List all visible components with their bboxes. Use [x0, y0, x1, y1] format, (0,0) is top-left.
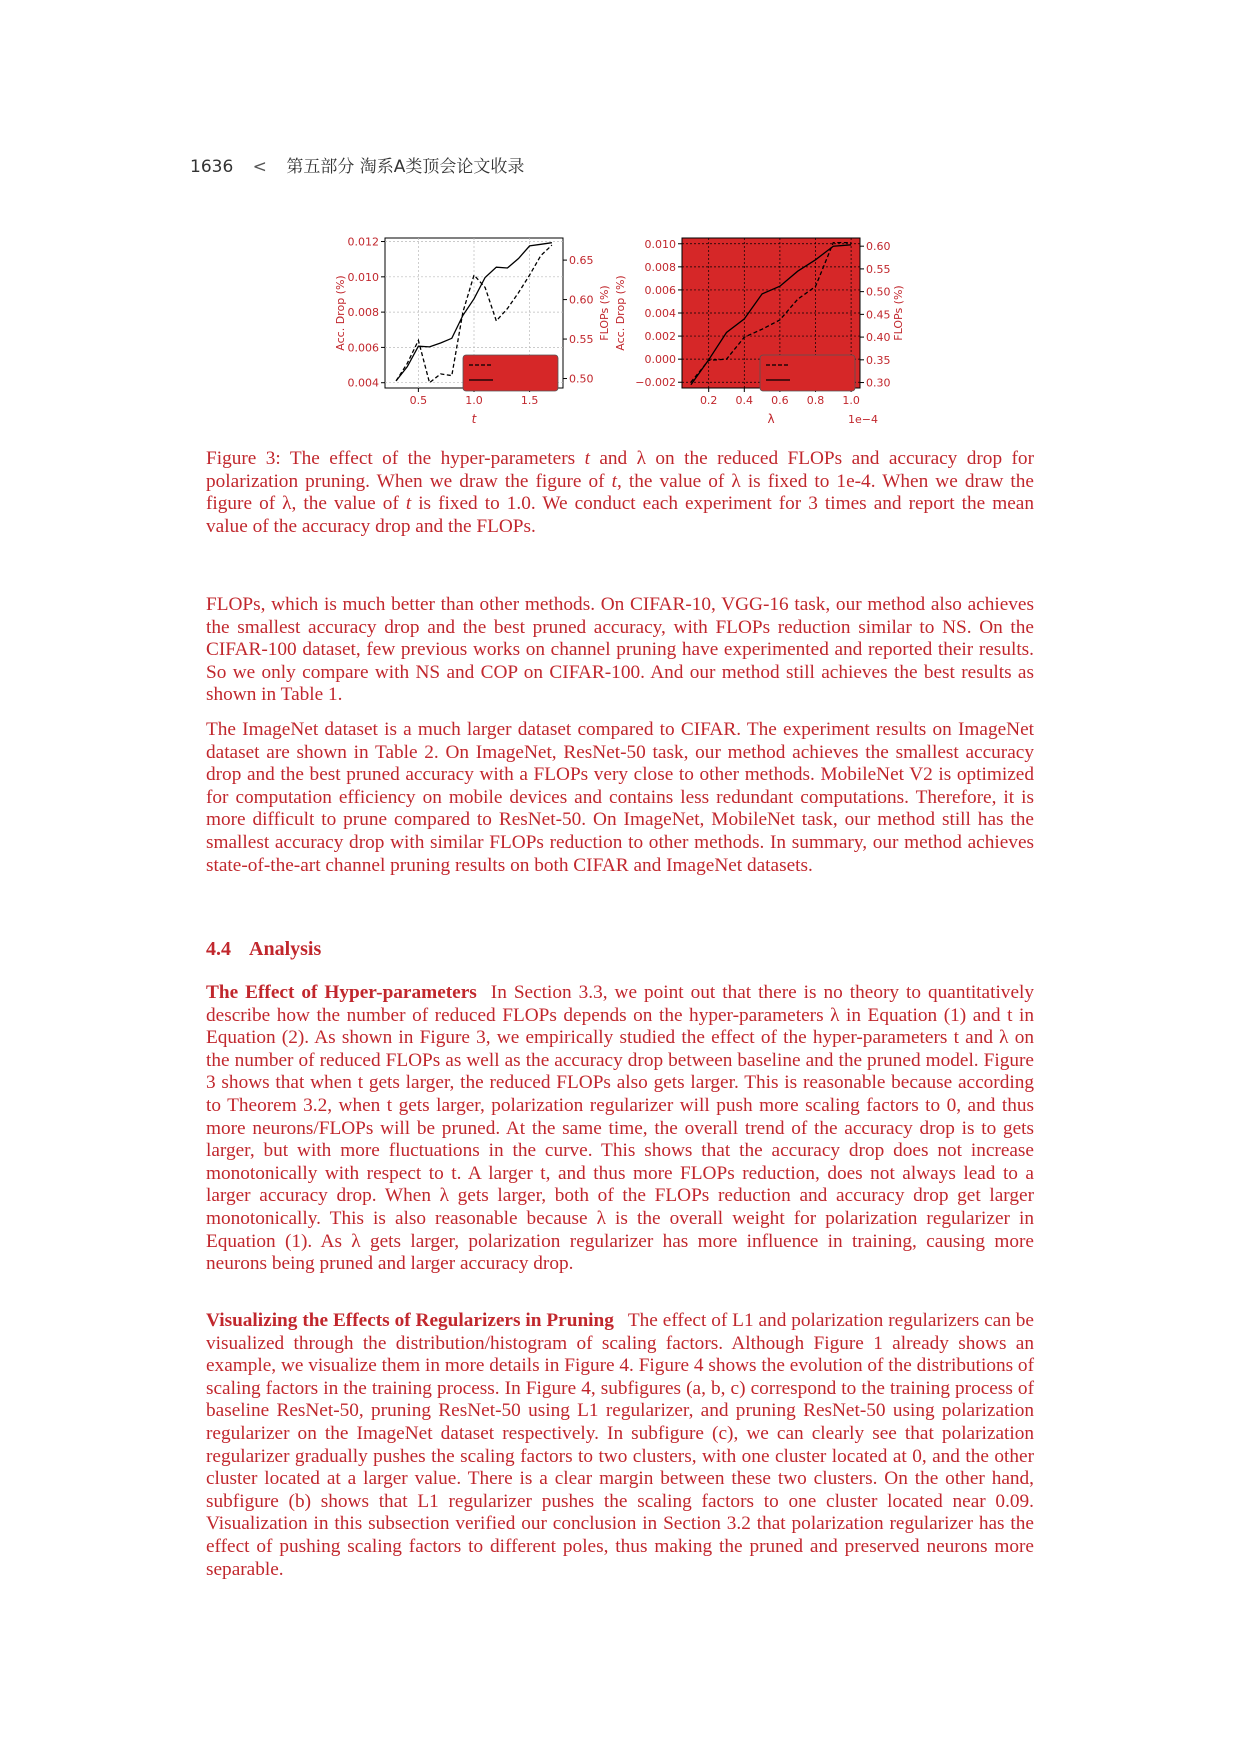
y-axis-label-right: FLOPs (%)	[892, 285, 905, 341]
y-left-tick-label: −0.002	[635, 376, 676, 390]
caption-symbol-t: t	[584, 448, 590, 469]
runin-heading: Visualizing the Effects of Regularizers in Pruning	[206, 1310, 614, 1331]
x-axis-offset: 1e−4	[848, 413, 878, 426]
x-tick-label: 0.5	[409, 394, 428, 407]
caption-symbol-lambda: λ	[282, 493, 292, 515]
y-left-tick-label: 0.002	[644, 330, 676, 344]
caption-symbol-lambda: λ	[731, 470, 741, 492]
caption-suffix: is fixed to 1.0. We conduct each experiment for 3 times and report the mean value of the accuracy drop and the FLOPs.	[206, 493, 1034, 537]
paragraph-results-cifar	[206, 594, 1034, 707]
caption-text: is fixed to 1e-4. When we draw the figure of	[206, 470, 1034, 515]
y-left-tick-label: 0.008	[644, 260, 676, 274]
page-header	[190, 152, 524, 177]
y-left-tick-label: 0.008	[347, 306, 379, 320]
y-left-tick-label: 0.004	[347, 376, 379, 390]
paragraph-text: The effect of L1 and polarization regularizers can be visualized through the distribution/histogram of scaling factors. Although Figure 1 already shows an example, we visualize them in more details in Figure 4. Figure 4 shows the evolution of the distributions of scaling factors in the training process. In Figure 4, subfigures (a, b, c) correspond to the training process of baseline ResNet-50, pruning ResNet-50 using L1 regularizer, and pruning ResNet-50 using polarization regularizer on the ImageNet dataset respectively. In subfigure (c), we can clearly see that polarization regularizer gradually pushes the scaling factors to two clusters, with one cluster located at 0, and the other cluster located at a larger value. There is a clear margin between these two clusters. On the other hand, subfigure (b) shows that L1 regularizer pushes the scaling factors to one cluster located near 0.09. Visualization in this subsection verified our conclusion in Section 3.2 that polarization regularizer has the effect of pushing scaling factors to different poles, thus making the pruned and preserved neurons more separable.	[206, 1310, 1034, 1580]
legend	[463, 355, 558, 391]
caption-text: , the value of	[291, 493, 406, 515]
y-left-tick-label: 0.010	[347, 270, 379, 284]
section-number: 4.4	[206, 938, 231, 960]
caption-symbol-lambda: λ	[636, 448, 646, 469]
paragraph-text: In Section 3.3, we point out that there is no theory to quantitatively describe how the number of reduced FLOPs depends on the hyper-parameters λ in Equation (1) and t in Equation (2). As shown in Figure 3, we empirically studied the effect of the hyper-parameters t and λ on the number of reduced FLOPs as well as the accuracy drop between baseline and the pruned model. Figure 3 shows that when t gets larger, the reduced FLOPs also gets larger. This is reasonable because according to Theorem 3.2, when t gets larger, polarization regularizer will push more scaling factors to 0, and thus more neurons/FLOPs will be pruned. At the same time, the overall trend of the accuracy drop is to gets larger, but with more fluctuations in the curve. This shows that the accuracy drop does not increase monotonically with respect to t. A larger t, and thus more FLOPs reduction, does not always lead to a larger accuracy drop. When λ gets larger, both of the FLOPs reduction and accuracy drop get larger monotonically. This is also reasonable because λ is the overall weight for polarization regularizer in Equation (1). As λ gets larger, polarization regularizer has more influence in training, causing more neurons being pruned and larger accuracy drop.	[206, 982, 1035, 1275]
figure-caption	[206, 448, 1034, 538]
x-axis-label: λ	[767, 412, 775, 426]
y-left-tick-label: 0.010	[644, 237, 676, 251]
header-section-title: 第五部分 淘系A类顶会论文收录	[286, 157, 525, 177]
header-separator: <	[252, 157, 267, 177]
y-left-tick-label: 0.006	[347, 341, 379, 355]
y-left-tick-label: 0.000	[644, 353, 676, 367]
caption-symbol-t: t	[611, 470, 618, 492]
x-tick-label: 0.6	[771, 394, 789, 407]
page-number: 1636	[190, 157, 234, 177]
y-right-tick-label: 0.60	[866, 240, 891, 254]
x-tick-label: 0.4	[735, 394, 754, 407]
caption-text: on the reduced FLOPs and accuracy drop for polarization pruning. When we draw the figure of	[206, 448, 1034, 492]
y-right-tick-label: 0.55	[569, 333, 594, 347]
chart-right	[612, 225, 912, 430]
y-axis-label-left: Acc. Drop (%)	[334, 275, 347, 351]
y-left-tick-label: 0.012	[347, 235, 379, 249]
y-left-tick-label: 0.004	[644, 307, 676, 320]
y-right-tick-label: 0.50	[866, 285, 891, 299]
y-right-tick-label: 0.55	[866, 262, 891, 276]
section-heading	[206, 938, 321, 961]
paragraph-text: The ImageNet dataset is a much larger dataset compared to CIFAR. The experiment results on ImageNet dataset are shown in Table 2. On ImageNet, ResNet-50 task, our method achieves the smallest accuracy drop and the best pruned accuracy with a FLOPs very close to other methods. MobileNet V2 is optimized for computation efficiency on mobile devices and contains less redundant computations. Therefore, it is more difficult to prune compared to ResNet-50. On ImageNet, MobileNet task, our method still has the smallest accuracy drop with similar FLOPs reduction to other methods. In summary, our method achieves state-of-the-art channel pruning results on both CIFAR and ImageNet datasets.	[206, 719, 1034, 876]
y-left-tick-label: 0.006	[644, 283, 676, 297]
y-right-tick-label: 0.45	[866, 308, 891, 322]
y-axis-label-left: Acc. Drop (%)	[614, 275, 627, 351]
section-title: Analysis	[249, 938, 322, 960]
y-right-tick-label: 0.65	[569, 254, 594, 268]
y-right-tick-label: 0.40	[866, 331, 891, 345]
legend	[760, 355, 855, 391]
runin-heading: The Effect of Hyper-parameters	[206, 982, 477, 1003]
caption-text: , the value of	[617, 470, 732, 492]
x-tick-label: 1.5	[520, 394, 539, 407]
legend-box	[760, 355, 855, 391]
caption-text: and	[589, 448, 637, 469]
paragraph-hyperparameters	[206, 982, 1034, 1276]
legend-box	[463, 355, 558, 391]
x-axis-label: t	[471, 412, 477, 426]
x-tick-label: 0.8	[806, 394, 825, 407]
x-tick-label: 1.0	[842, 394, 860, 407]
y-right-tick-label: 0.50	[569, 372, 594, 386]
x-tick-label: 0.2	[699, 394, 718, 407]
paragraph-results-imagenet	[206, 719, 1034, 877]
paragraph-text: FLOPs, which is much better than other methods. On CIFAR-10, VGG-16 task, our method also achieves the smallest accuracy drop and the best pruned accuracy, with FLOPs reduction similar to NS. On the CIFAR-100 dataset, few previous works on channel pruning have experimented and reported their results. So we only compare with NS and COP on CIFAR-100. And our method still achieves the best results as shown in Table 1.	[206, 594, 1034, 706]
y-right-tick-label: 0.35	[866, 353, 891, 367]
caption-symbol-t: t	[405, 493, 412, 515]
caption-prefix: Figure 3: The effect of the hyper-parameters	[206, 448, 585, 469]
chart-left	[330, 225, 620, 430]
y-axis-label-right: FLOPs (%)	[598, 285, 611, 341]
y-right-tick-label: 0.60	[569, 293, 594, 307]
paragraph-visualizing	[206, 1310, 1034, 1581]
y-right-tick-label: 0.30	[866, 376, 891, 390]
x-tick-label: 1.0	[465, 394, 483, 407]
